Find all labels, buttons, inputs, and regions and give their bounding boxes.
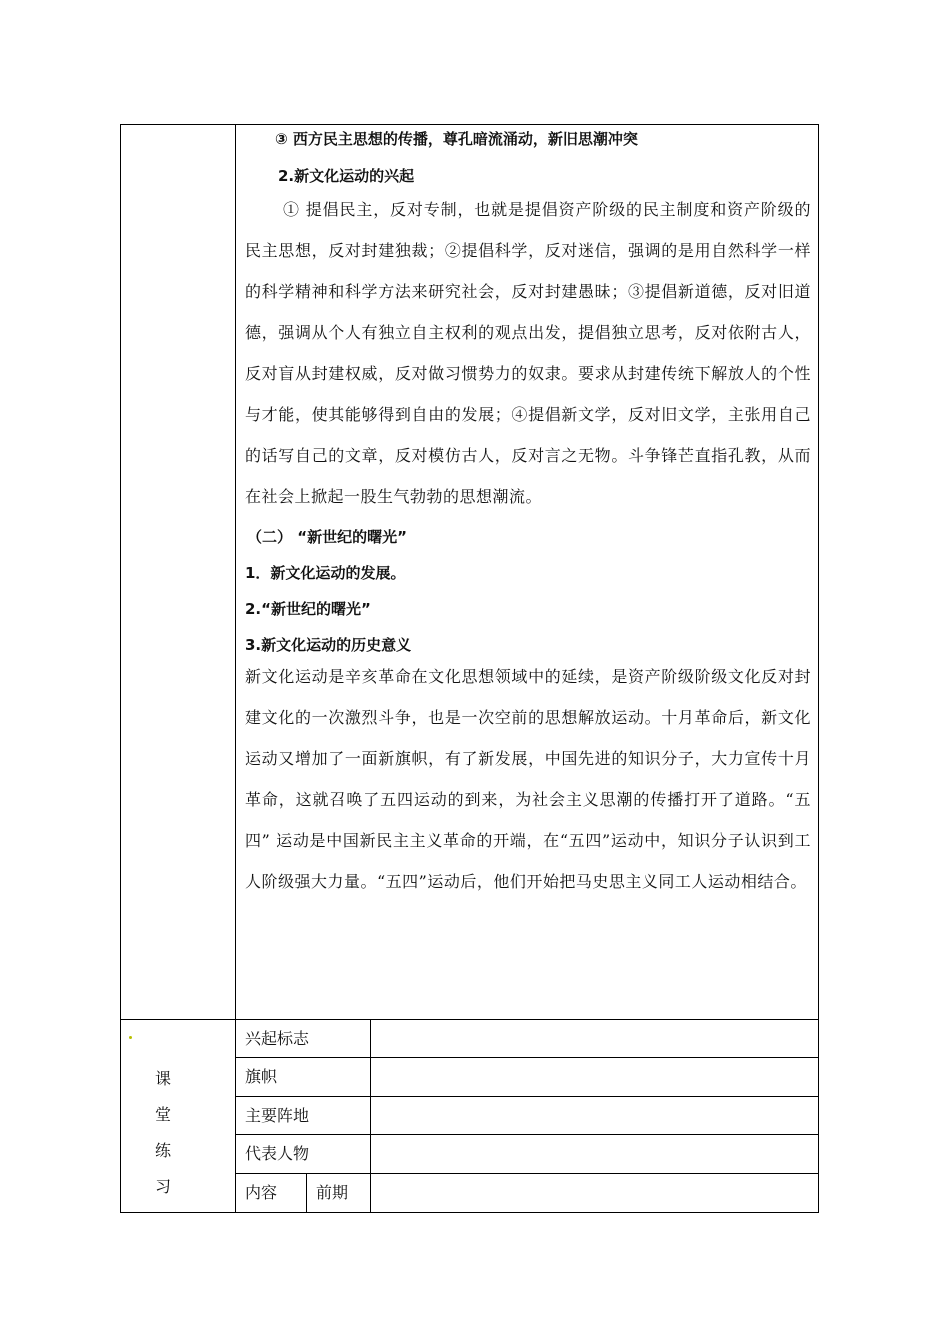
heading-dawn: 2.“新世纪的曙光”	[245, 600, 371, 618]
heading-part-2: （二） “新世纪的曙光”	[247, 528, 407, 546]
heading-meaning: 3.新文化运动的历史意义	[245, 636, 412, 654]
marker-dot	[129, 1036, 132, 1039]
practice-row-line-1	[235, 1057, 819, 1058]
heading-development: 1．新文化运动的发展。	[245, 564, 406, 582]
practice-label-char-1: 课	[155, 1069, 172, 1088]
practice-row-label: 兴起标志	[245, 1029, 310, 1048]
left-column-divider	[235, 124, 236, 1213]
practice-row-line-4	[235, 1173, 819, 1174]
practice-label-char-2: 堂	[155, 1105, 172, 1124]
heading-rise: 2.新文化运动的兴起	[278, 167, 415, 185]
practice-row-label: 旗帜	[245, 1067, 278, 1086]
practice-row-label: 主要阵地	[245, 1106, 310, 1125]
practice-subcol-divider	[306, 1173, 307, 1213]
practice-early-label: 前期	[316, 1183, 349, 1202]
practice-row-line-2	[235, 1096, 819, 1097]
item-3-text: ③ 西方民主思想的传播，尊孔暗流涌动，新旧思潮冲突	[275, 130, 638, 148]
paragraph-meaning: 新文化运动是辛亥革命在文化思想领域中的延续，是资产阶级阶级文化反对封建文化的一次激烈斗争，也是一次空前的思想解放运动。十月革命后，新文化运动又增加了一面新旗帜，有了新发展，中国先进的知识分子，大力宣传十月革命，这就召唤了五四运动的到来，为社会主义思潮的传播打开了道路。“五四” 运动是中国新民主主义革命的开端，在“五四”运动中，知识分子认识到工人阶级强大力量。“五四”运动后，他们开始把马史思主义同工人运动相结合。	[245, 667, 811, 891]
practice-row-label: 代表人物	[245, 1144, 310, 1163]
section-divider	[120, 1019, 819, 1020]
practice-row-line-3	[235, 1134, 819, 1135]
practice-col-divider	[370, 1019, 371, 1213]
practice-content-label: 内容	[245, 1183, 278, 1202]
practice-label-char-3: 练	[155, 1141, 172, 1160]
practice-label-char-4: 习	[155, 1177, 172, 1196]
paragraph-rise: ① 提倡民主，反对专制，也就是提倡资产阶级的民主制度和资产阶级的民主思想，反对封建独裁；②提倡科学，反对迷信，强调的是用自然科学一样的科学精神和科学方法来研究社会，反对封建愚昧；③提倡新道德，反对旧道德，强调从个人有独立自主权利的观点出发，提倡独立思考，反对依附古人，反对盲从封建权威，反对做习惯势力的奴隶。要求从封建传统下解放人的个性与才能，使其能够得到自由的发展；④提倡新文学，反对旧文学，主张用自己的话写自己的文章，反对模仿古人，反对言之无物。斗争锋芒直指孔教，从而在社会上掀起一股生气勃勃的思想潮流。	[245, 200, 811, 506]
